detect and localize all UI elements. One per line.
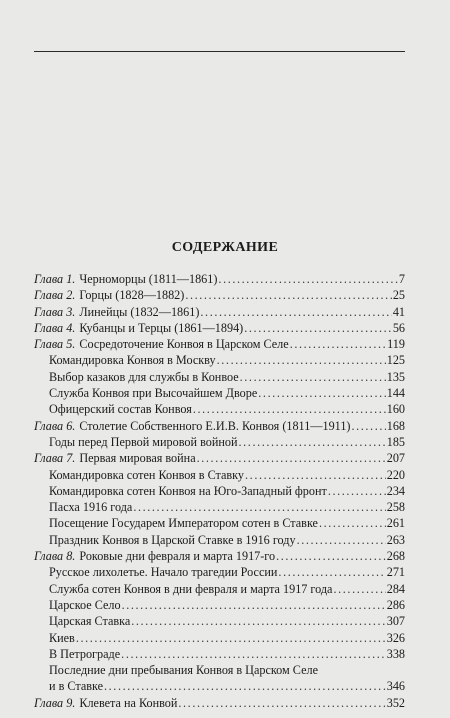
toc-chapter-label: Глава 3. <box>34 304 76 319</box>
toc-entry-title: Черноморцы (1811—1861) <box>79 272 218 286</box>
toc-entry-title: Кубанцы и Терцы (1861—1894) <box>79 320 244 335</box>
toc-entry <box>34 630 405 646</box>
toc-entry-title: Командировка Конвоя в Москву <box>49 353 216 368</box>
toc-entry <box>34 352 405 368</box>
toc-entry-title: Клевета на Конвой <box>79 695 178 710</box>
toc-page-number: 185 <box>386 434 405 449</box>
toc-page-number: 307 <box>386 614 405 629</box>
toc-entry <box>34 581 405 597</box>
toc-entry <box>34 564 405 580</box>
toc-page-number: 261 <box>386 516 405 531</box>
toc-page-number: 326 <box>386 630 405 645</box>
toc-dot-leader <box>193 401 386 417</box>
toc-dot-leader <box>297 532 386 548</box>
toc-entry <box>34 304 405 320</box>
toc-chapter-label: Глава 2. <box>34 288 76 303</box>
toc-page-number: 284 <box>386 581 405 596</box>
toc-dot-leader <box>121 646 386 662</box>
toc-entry <box>34 271 405 287</box>
toc-page-number: 286 <box>386 597 405 612</box>
toc-dot-leader <box>328 483 386 499</box>
toc-entry <box>34 678 405 694</box>
toc-dot-leader <box>131 613 385 629</box>
toc-entry-title: Линейцы (1832—1861) <box>79 304 200 319</box>
toc-chapter-label: Глава 6. <box>34 418 76 433</box>
contents-heading: СОДЕРЖАНИЕ <box>171 240 279 255</box>
toc-dot-leader <box>278 564 385 580</box>
toc-dot-leader <box>351 418 385 434</box>
toc-entry-title: Горцы (1828—1882) <box>79 288 185 303</box>
toc-chapter-label: Глава 7. <box>34 451 76 466</box>
toc-page-number: 25 <box>392 288 405 303</box>
toc-entry <box>34 385 405 401</box>
toc-entry-title: Служба Конвоя при Высочайшем Дворе <box>49 386 258 401</box>
toc-page-number: 234 <box>386 483 405 498</box>
toc-page-number: 168 <box>386 418 405 433</box>
toc-entry-title: Столетие Собственного Е.И.В. Конвоя (1811—1911) <box>79 418 351 433</box>
toc-entry <box>34 287 405 303</box>
toc-entry <box>34 613 405 629</box>
toc-dot-leader <box>200 304 391 320</box>
toc-entry <box>34 646 405 662</box>
toc-entry <box>34 336 405 352</box>
toc-entry <box>34 434 405 450</box>
toc-page-number: 352 <box>386 695 405 710</box>
toc-dot-leader <box>133 499 385 515</box>
toc-dot-leader <box>333 581 385 597</box>
toc-page-number: 271 <box>386 565 405 580</box>
toc-dot-leader <box>245 467 386 483</box>
toc-entry <box>34 548 405 564</box>
toc-entry-title: Командировка сотен Конвоя на Юго-Западный фронт <box>49 483 327 498</box>
top-rule <box>34 51 405 52</box>
toc-page-number: 135 <box>386 369 405 384</box>
toc-chapter-label: Глава 4. <box>34 320 76 335</box>
toc-entry-title: Командировка сотен Конвоя в Ставку <box>49 467 245 482</box>
toc-page-number: 338 <box>386 646 405 661</box>
toc-page-number: 144 <box>386 386 405 401</box>
toc-dot-leader <box>76 630 386 646</box>
toc-entry-title: Служба сотен Конвоя в дни февраля и марта 1917 года <box>49 581 333 596</box>
toc-page-number: 41 <box>392 304 405 319</box>
toc-entry-title: Русское лихолетье. Начало трагедии России <box>49 565 278 580</box>
toc-entry-title: Офицерский состав Конвоя <box>49 402 192 417</box>
toc-dot-leader <box>240 369 386 385</box>
toc-entry-title: В Петрограде <box>49 646 121 661</box>
toc-chapter-label: Глава 9. <box>34 695 76 710</box>
toc-dot-leader <box>185 287 391 303</box>
table-of-contents <box>34 271 405 711</box>
toc-chapter-label: Глава 5. <box>34 337 76 352</box>
toc-page-number: 207 <box>386 451 405 466</box>
toc-page-number: 160 <box>386 402 405 417</box>
toc-chapter-label: Глава 1. <box>34 272 76 286</box>
toc-entry-title: Первая мировая война <box>79 451 196 466</box>
toc-entry <box>34 418 405 434</box>
toc-page-number: 268 <box>386 549 405 564</box>
toc-dot-leader <box>104 678 386 694</box>
toc-entry <box>34 369 405 385</box>
toc-page-number: 346 <box>386 679 405 694</box>
toc-entry <box>34 532 405 548</box>
toc-entry <box>34 662 405 678</box>
toc-entry-title: Выбор казаков для службы в Конвое <box>49 369 239 384</box>
toc-page-number: 56 <box>392 320 405 335</box>
toc-entry-title: Годы перед Первой мировой войной <box>49 434 238 449</box>
toc-dot-leader <box>319 515 386 531</box>
toc-dot-leader <box>217 352 386 368</box>
toc-entry-title: Царская Ставка <box>49 614 131 629</box>
toc-dot-leader <box>276 548 386 564</box>
toc-entry <box>34 597 405 613</box>
toc-entry <box>34 450 405 466</box>
toc-entry <box>34 401 405 417</box>
toc-page-number: 258 <box>386 500 405 515</box>
toc-dot-leader <box>258 385 385 401</box>
toc-dot-leader <box>239 434 386 450</box>
toc-entry-title: Роковые дни февраля и марта 1917-го <box>79 549 276 564</box>
toc-entry-title: Киев <box>49 630 75 645</box>
toc-page-number: 220 <box>386 467 405 482</box>
toc-entry <box>34 483 405 499</box>
toc-dot-leader <box>178 695 385 711</box>
toc-entry-title: Праздник Конвоя в Царской Ставке в 1916 году <box>49 532 296 547</box>
toc-dot-leader <box>197 450 386 466</box>
toc-page-number: 119 <box>387 337 405 352</box>
toc-entry <box>34 499 405 515</box>
toc-entry <box>34 467 405 483</box>
toc-chapter-label: Глава 8. <box>34 549 76 564</box>
toc-dot-leader <box>290 336 386 352</box>
toc-dot-leader <box>122 597 386 613</box>
toc-entry <box>34 320 405 336</box>
toc-page-number: 7 <box>398 272 405 286</box>
toc-page-number: 263 <box>386 532 405 547</box>
toc-entry-title: Посещение Государем Императором сотен в Ставке <box>49 516 318 531</box>
toc-entry <box>34 515 405 531</box>
toc-entry-title: Царское Село <box>49 597 121 612</box>
toc-dot-leader <box>218 271 397 287</box>
toc-dot-leader <box>244 320 392 336</box>
toc-entry-title: и в Ставке <box>49 679 104 694</box>
toc-entry <box>34 695 405 711</box>
toc-entry-title: Пасха 1916 года <box>49 500 133 515</box>
toc-entry-title: Последние дни пребывания Конвоя в Царском Селе <box>49 663 318 678</box>
toc-page-number: 125 <box>386 353 405 368</box>
toc-entry-title: Сосредоточение Конвоя в Царском Селе <box>79 337 289 352</box>
